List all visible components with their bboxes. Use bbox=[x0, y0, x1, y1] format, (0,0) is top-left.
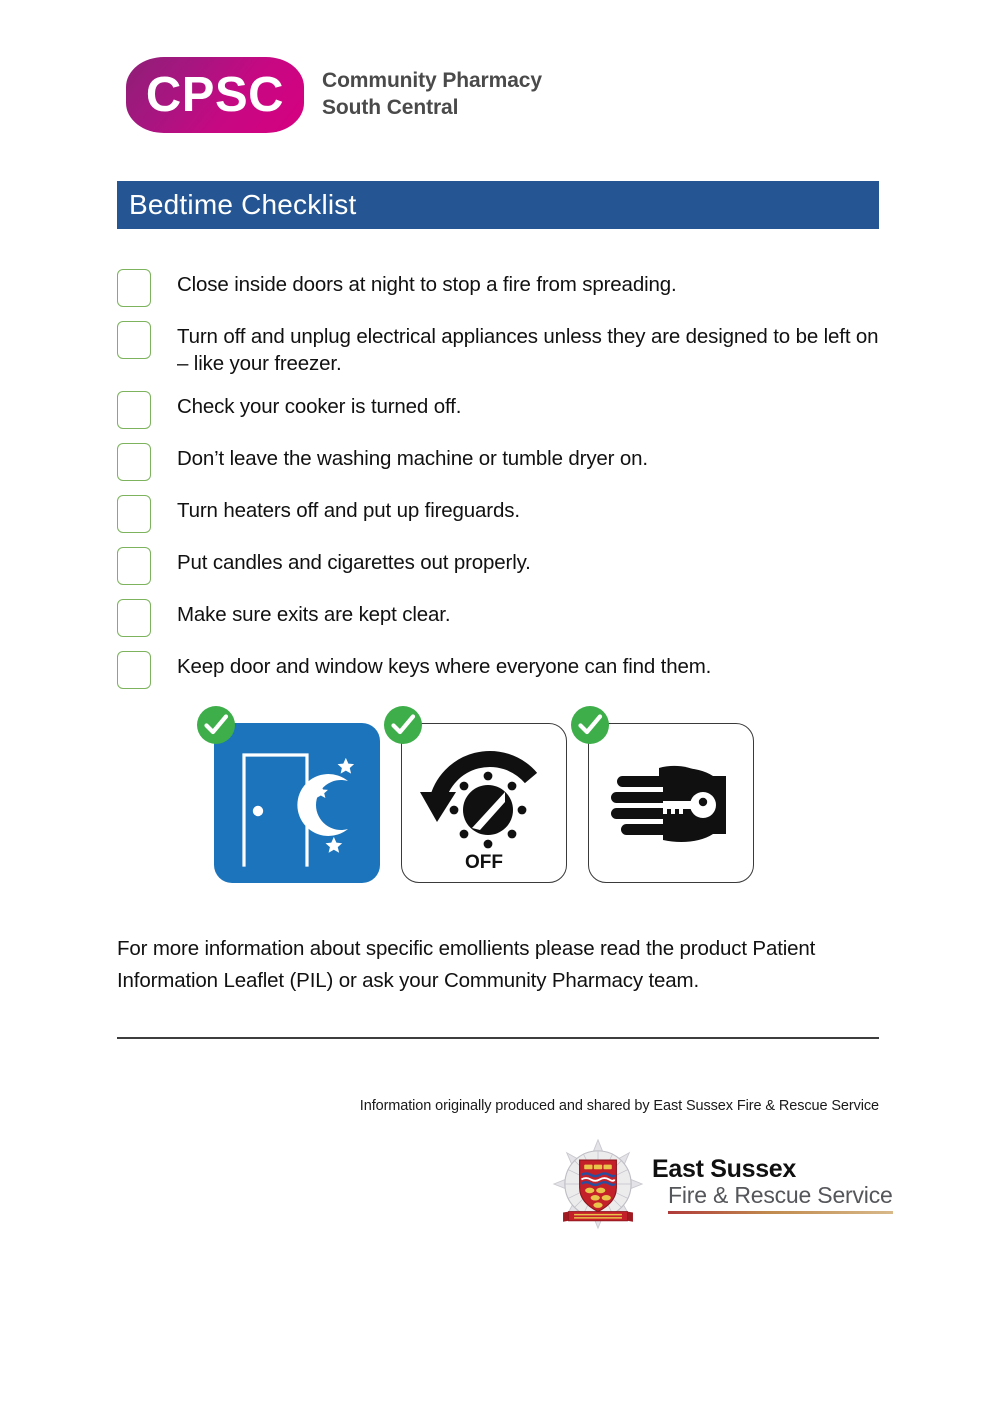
esfrs-wordmark bbox=[652, 1154, 893, 1214]
checklist-item-label: Don’t leave the washing machine or tumble dryer on. bbox=[177, 447, 648, 471]
footer-divider bbox=[117, 1037, 879, 1039]
esfrs-line2: Fire & Rescue Service bbox=[668, 1181, 893, 1208]
icon-hand-key bbox=[570, 705, 736, 883]
page-title-bar bbox=[117, 181, 879, 229]
checklist-item-label: Close inside doors at night to stop a fire from spreading. bbox=[177, 273, 677, 296]
checklist-item[interactable] bbox=[117, 390, 885, 429]
checklist-item-label: Check your cooker is turned off. bbox=[177, 395, 462, 419]
esfrs-crest-icon bbox=[552, 1138, 644, 1230]
checklist-item[interactable] bbox=[117, 546, 885, 585]
checklist-item-label: Make sure exits are kept clear. bbox=[177, 603, 451, 627]
icon-cooker-off bbox=[383, 705, 549, 883]
brand-name bbox=[322, 68, 542, 122]
esfrs-line1: East Sussex bbox=[652, 1154, 797, 1183]
attribution-text: Information originally produced and shared by East Sussex Fire & Rescue Service bbox=[359, 1098, 879, 1114]
checklist-item[interactable] bbox=[117, 268, 885, 307]
checkbox[interactable] bbox=[117, 651, 151, 689]
info-paragraph: For more information about specific emollients please read the product Patient Information Leaflet (PIL) or ask your Community Pharmacy team. bbox=[117, 937, 816, 992]
cpsc-logo bbox=[126, 57, 304, 133]
icon-panel-hand-key bbox=[588, 723, 754, 883]
brand-name-line1: Community Pharmacy bbox=[322, 69, 542, 93]
checklist-item[interactable] bbox=[117, 320, 885, 377]
checkbox[interactable] bbox=[117, 495, 151, 533]
esfrs-underline-rule bbox=[668, 1211, 893, 1214]
esfrs-logo bbox=[552, 1138, 892, 1230]
checklist bbox=[117, 268, 885, 702]
cpsc-brand-header bbox=[126, 57, 542, 133]
cooker-off-caption: OFF bbox=[465, 852, 503, 873]
door-night-icon bbox=[214, 723, 380, 883]
hand-holding-key-icon bbox=[589, 724, 753, 882]
cpsc-logo-text: CPSC bbox=[145, 67, 285, 122]
checklist-item-label: Turn heaters off and put up fireguards. bbox=[177, 499, 520, 523]
checklist-item-label: Turn off and unplug electrical appliances unless they are designed to be left on – like your freezer. bbox=[177, 325, 879, 376]
page-title: Bedtime Checklist bbox=[129, 189, 357, 220]
checkbox[interactable] bbox=[117, 269, 151, 307]
icon-panel-door-night bbox=[214, 723, 380, 883]
green-check-badge-icon bbox=[383, 705, 423, 745]
checklist-item[interactable] bbox=[117, 494, 885, 533]
icon-panel-cooker-off bbox=[401, 723, 567, 883]
checklist-item[interactable] bbox=[117, 442, 885, 481]
green-check-badge-icon bbox=[196, 705, 236, 745]
safety-icon-strip bbox=[196, 705, 736, 883]
checkbox[interactable] bbox=[117, 547, 151, 585]
checkbox[interactable] bbox=[117, 443, 151, 481]
checklist-item-label: Keep door and window keys where everyone can find them. bbox=[177, 655, 712, 679]
checkbox[interactable] bbox=[117, 321, 151, 359]
checklist-item[interactable] bbox=[117, 650, 885, 689]
cooker-knob-off-icon bbox=[402, 724, 566, 882]
checkbox[interactable] bbox=[117, 599, 151, 637]
brand-name-line2: South Central bbox=[322, 96, 459, 119]
checkbox[interactable] bbox=[117, 391, 151, 429]
green-check-badge-icon bbox=[570, 705, 610, 745]
checklist-item[interactable] bbox=[117, 598, 885, 637]
icon-door-night bbox=[196, 705, 362, 883]
checklist-item-label: Put candles and cigarettes out properly. bbox=[177, 551, 531, 575]
